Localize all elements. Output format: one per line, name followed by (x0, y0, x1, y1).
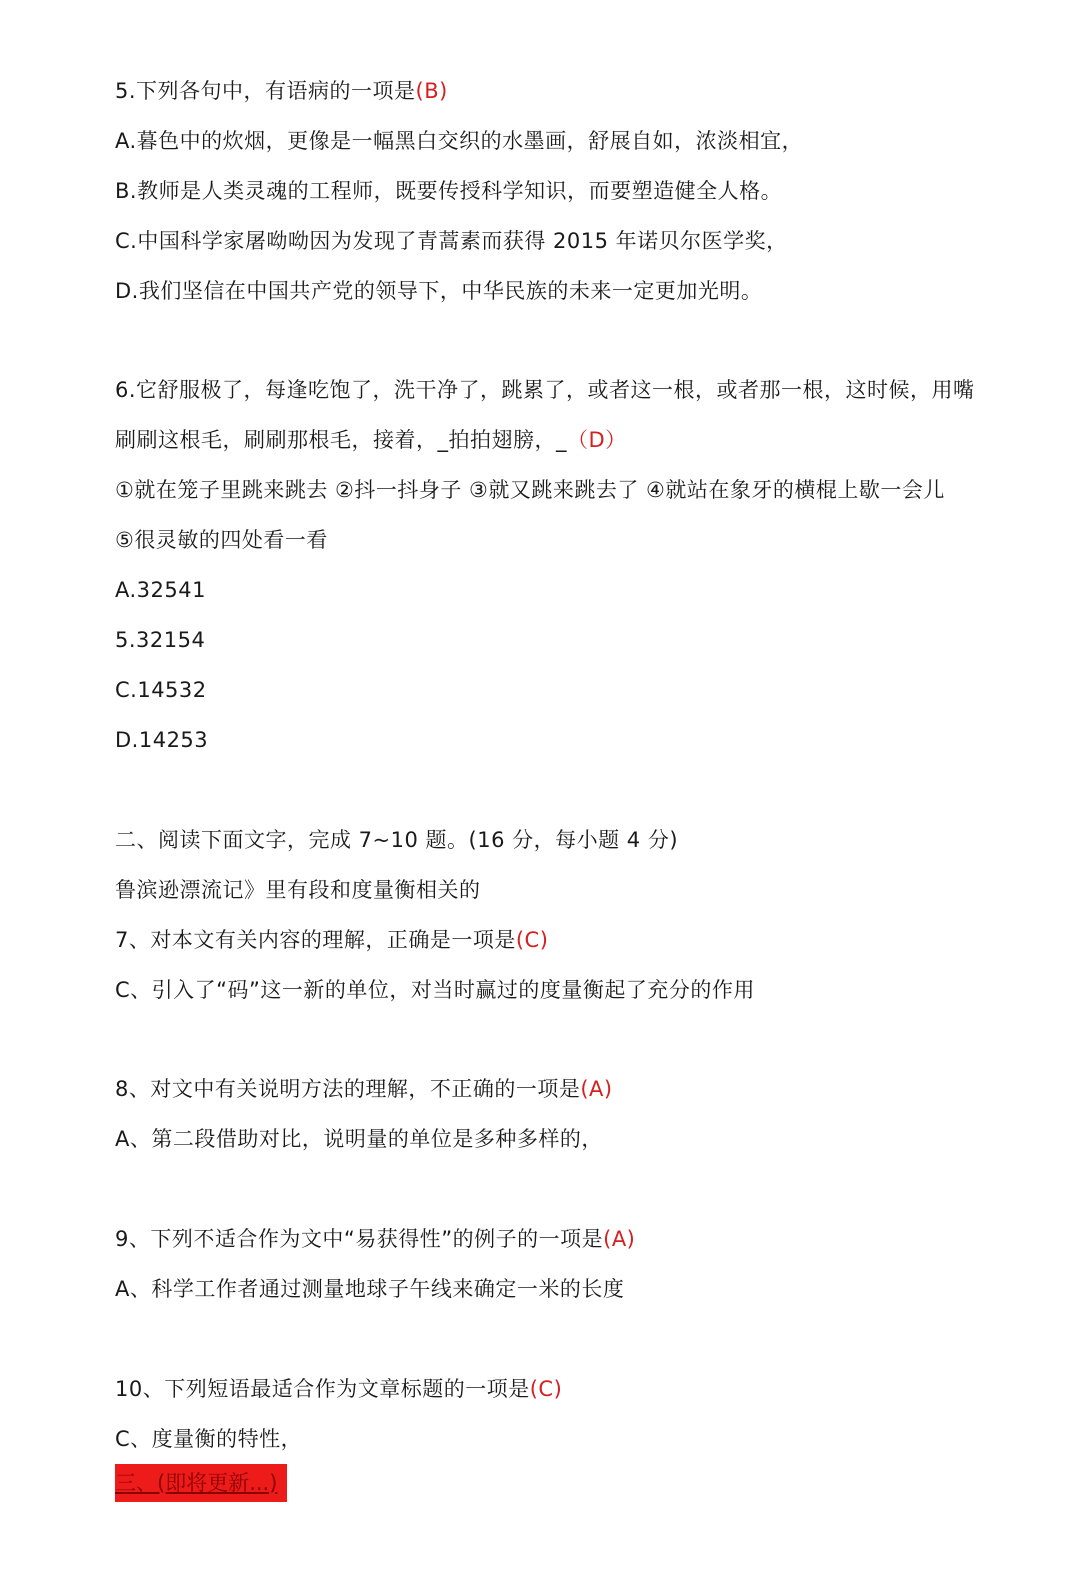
q5-stem-text: 5.下列各句中，有语病的一项是 (115, 79, 416, 103)
q8-stem (115, 1074, 613, 1104)
q9-answer: (A) (603, 1227, 636, 1251)
q5-option-b: B.教师是人类灵魂的工程师，既要传授科学知识，而要塑造健全人格。 (115, 179, 783, 203)
q6-option-d: D.14253 (115, 728, 209, 752)
q5-option-a: A.暮色中的炊烟，更像是一幅黑白交织的水墨画，舒展自如，浓淡相宜， (115, 129, 804, 153)
section2-heading: 二、阅读下面文字，完成 7~10 题。(16 分，每小题 4 分) (115, 828, 679, 852)
q5-stem (115, 76, 448, 106)
q6-items-line1: ①就在笼子里跳来跳去 ②抖一抖身子 ③就又跳来跳去了 ④就站在象牙的横棍上歇一会儿 (115, 478, 945, 502)
q9-option: A、科学工作者通过测量地球子午线来确定一米的长度 (115, 1277, 625, 1301)
q6-option-c: C.14532 (115, 678, 207, 702)
q5-option-d: D.我们坚信在中国共产党的领导下，中华民族的未来一定更加光明。 (115, 279, 763, 303)
q5-option-c: C.中国科学家屠呦呦因为发现了青蒿素而获得 2015 年诺贝尔医学奖， (115, 229, 788, 253)
q10-answer: (C) (529, 1377, 563, 1401)
q10-option: C、度量衡的特性， (115, 1427, 303, 1451)
q6-stem-line1: 6.它舒服极了，每逢吃饱了，洗干净了，跳累了，或者这一根，或者那一根，这时候，用嘴 (115, 378, 975, 402)
q5-answer: (B) (415, 79, 448, 103)
q7-stem-text: 7、对本文有关内容的理解，正确是一项是 (115, 928, 516, 952)
section2-intro: 鲁滨逊漂流记》里有段和度量衡相关的 (115, 878, 481, 902)
q10-stem-text: 10、下列短语最适合作为文章标题的一项是 (115, 1377, 530, 1401)
q9-stem (115, 1224, 635, 1254)
q10-stem (115, 1374, 562, 1404)
q6-answer: （D） (567, 428, 627, 452)
q6-option-b: 5.32154 (115, 628, 206, 652)
q7-answer: (C) (515, 928, 549, 952)
q9-stem-text: 9、下列不适合作为文中“易获得性”的例子的一项是 (115, 1227, 604, 1251)
q6-items-line2: ⑤很灵敏的四处看一看 (115, 528, 328, 552)
q8-stem-text: 8、对文中有关说明方法的理解，不正确的一项是 (115, 1077, 581, 1101)
q6-stem-text: 刷刷这根毛，刷刷那根毛，接着，_拍拍翅膀，_ (115, 428, 567, 452)
q6-stem-line2 (115, 425, 627, 455)
q6-option-a: A.32541 (115, 578, 206, 602)
q8-option: A、第二段借助对比，说明量的单位是多种多样的， (115, 1127, 603, 1151)
q7-stem (115, 925, 548, 955)
update-banner: 三、(即将更新...) (115, 1464, 287, 1502)
q8-answer: (A) (580, 1077, 613, 1101)
q7-option: C、引入了“码”这一新的单位，对当时赢过的度量衡起了充分的作用 (115, 978, 755, 1002)
